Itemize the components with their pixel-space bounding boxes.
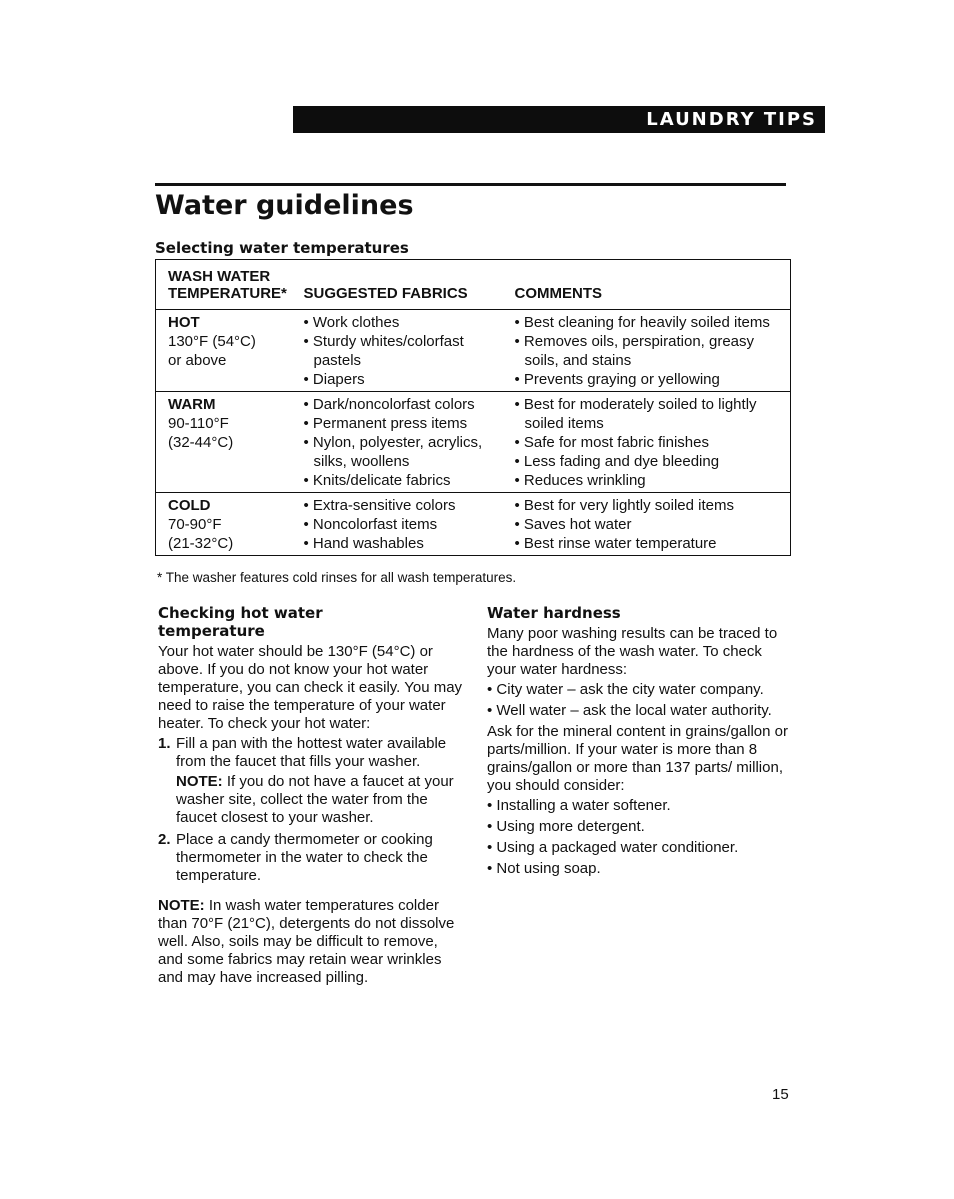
- hardness-option-item: • Using more detergent.: [487, 818, 645, 835]
- temp-name: HOT: [168, 314, 200, 331]
- step-number: 1.: [158, 735, 171, 752]
- fabric-item: • Diapers: [303, 371, 365, 388]
- temp-cell: [156, 310, 292, 392]
- hardness-intro: Many poor washing results can be traced to the hardness of the wash water. To check your water hardness:: [487, 625, 778, 678]
- checking-heading-line1: Checking hot water: [158, 604, 323, 622]
- temp-range-celsius: (32-44°C): [168, 434, 234, 451]
- comment-item: • Saves hot water: [514, 516, 632, 533]
- temp-range: 130°F (54°C): [168, 333, 256, 350]
- temp-range: 90-110°F: [168, 415, 229, 432]
- comment-item: • Best rinse water temperature: [514, 535, 717, 552]
- comments-cell: [503, 493, 791, 556]
- checking-steps: [158, 735, 463, 885]
- comment-item: • Prevents graying or yellowing: [514, 371, 720, 388]
- fabric-item: • Noncolorfast items: [303, 516, 438, 533]
- checking-heading: [158, 604, 463, 640]
- comments-cell: [503, 310, 791, 392]
- table-row-cold: [156, 493, 791, 556]
- header-comments: COMMENTS: [503, 260, 791, 310]
- page-number: 15: [772, 1086, 789, 1103]
- selecting-temperatures-heading: Selecting water temperatures: [155, 239, 409, 257]
- step-item: [158, 735, 463, 827]
- checking-hot-water-section: [158, 604, 463, 989]
- water-hardness-section: [487, 604, 792, 881]
- temp-range-celsius: (21-32°C): [168, 535, 234, 552]
- hardness-advice: Ask for the mineral content in grains/gallon or parts/million. If your water is more than 8 grains/gallon or more than 137 parts/ million, you should consider:: [487, 723, 788, 794]
- checking-heading-line2: temperature: [158, 622, 265, 640]
- section-banner: LAUNDRY TIPS: [293, 106, 825, 133]
- header-temperature-line1: WASH WATER: [168, 268, 271, 285]
- hardness-heading: Water hardness: [487, 604, 621, 622]
- hardness-source-item: • City water – ask the city water company.: [487, 681, 764, 698]
- step-text: Place a candy thermometer or cooking thermometer in the water to check the temperature.: [176, 831, 433, 884]
- table-row-hot: [156, 310, 791, 392]
- fabric-item: • Knits/delicate fabrics: [303, 472, 451, 489]
- title-rule: [155, 183, 786, 186]
- temp-cell: [156, 493, 292, 556]
- comment-item: • Removes oils, perspiration, greasy soils, and stains: [514, 333, 755, 369]
- hardness-source-item: • Well water – ask the local water authority.: [487, 702, 772, 719]
- note-label: NOTE:: [176, 773, 223, 790]
- note-text: If you do not have a faucet at your washer site, collect the water from the faucet closest to your washer.: [176, 773, 454, 826]
- hardness-option-item: • Using a packaged water conditioner.: [487, 839, 739, 856]
- step-number: 2.: [158, 831, 171, 848]
- note-label: NOTE:: [158, 897, 205, 914]
- hardness-option-item: • Installing a water softener.: [487, 797, 671, 814]
- fabric-item: • Extra-sensitive colors: [303, 497, 456, 514]
- step-note: [176, 773, 463, 827]
- note-text: In wash water temperatures colder than 70°F (21°C), detergents do not dissolve well. Also, soils may be difficult to remove, and some fabrics may retain wear wrinkles and may have increased pilling.: [158, 897, 455, 986]
- fabric-item: • Dark/noncolorfast colors: [303, 396, 475, 413]
- table-footnote: * The washer features cold rinses for all wash temperatures.: [157, 570, 517, 585]
- header-temperature: [156, 260, 292, 310]
- table-row-warm: [156, 392, 791, 493]
- header-temperature-line2: TEMPERATURE*: [168, 285, 287, 302]
- checking-intro: Your hot water should be 130°F (54°C) or above. If you do not know your hot water temperature, you can check it easily. You may need to raise the temperature of your water heater. To check your hot water:: [158, 643, 463, 732]
- comment-item: • Best cleaning for heavily soiled items: [514, 314, 770, 331]
- fabrics-cell: [292, 392, 503, 493]
- comment-item: • Best for very lightly soiled items: [514, 497, 734, 514]
- temp-cell: [156, 392, 292, 493]
- fabric-item: • Hand washables: [303, 535, 424, 552]
- checking-note: [158, 897, 463, 987]
- comment-item: • Less fading and dye bleeding: [514, 453, 720, 470]
- header-fabrics: SUGGESTED FABRICS: [292, 260, 503, 310]
- temp-range: 70-90°F: [168, 516, 222, 533]
- comment-item: • Reduces wrinkling: [514, 472, 646, 489]
- temp-name: WARM: [168, 396, 216, 413]
- fabrics-cell: [292, 310, 503, 392]
- temp-name: COLD: [168, 497, 211, 514]
- fabrics-cell: [292, 493, 503, 556]
- step-item: [158, 831, 463, 885]
- fabric-item: • Sturdy whites/colorfast pastels: [303, 333, 464, 369]
- fabric-item: • Work clothes: [303, 314, 400, 331]
- temp-range-note: or above: [168, 352, 227, 369]
- water-temperature-table: [155, 259, 791, 556]
- hardness-option-item: • Not using soap.: [487, 860, 601, 877]
- step-text: Fill a pan with the hottest water available from the faucet that fills your washer.: [176, 735, 447, 770]
- comment-item: • Safe for most fabric finishes: [514, 434, 709, 451]
- fabric-item: • Permanent press items: [303, 415, 468, 432]
- page-title: Water guidelines: [155, 190, 414, 221]
- table-header-row: [156, 260, 791, 310]
- fabric-item: • Nylon, polyester, acrylics, silks, woollens: [303, 434, 483, 470]
- comment-item: • Best for moderately soiled to lightly soiled items: [514, 396, 757, 432]
- comments-cell: [503, 392, 791, 493]
